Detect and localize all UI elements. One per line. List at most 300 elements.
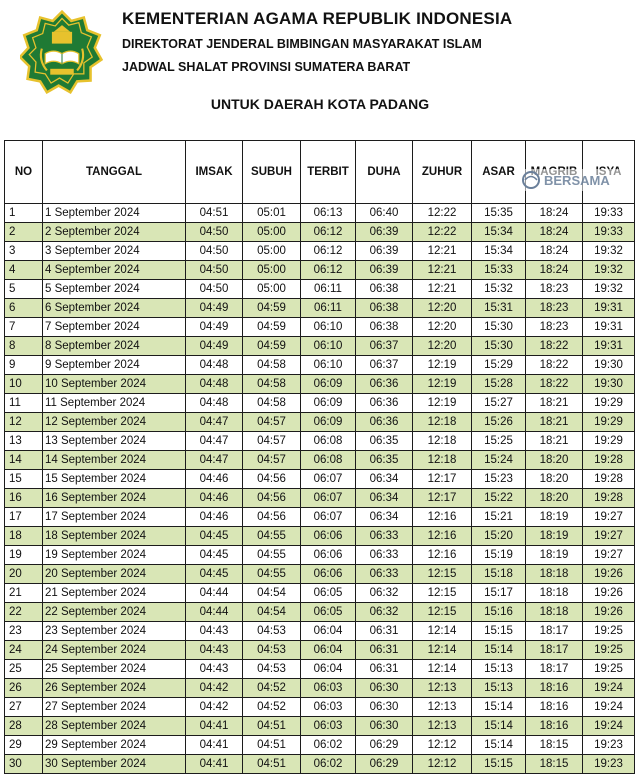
row-number: 14 xyxy=(5,451,43,470)
asar-cell: 15:14 xyxy=(472,717,526,736)
magrib-cell: 18:17 xyxy=(526,660,583,679)
magrib-cell: 18:23 xyxy=(526,280,583,299)
duha-cell: 06:32 xyxy=(356,603,413,622)
date-cell: 26 September 2024 xyxy=(43,679,186,698)
subuh-cell: 05:00 xyxy=(243,223,301,242)
column-header-zuhur: ZUHUR xyxy=(413,141,472,204)
subuh-cell: 04:55 xyxy=(243,565,301,584)
magrib-cell: 18:21 xyxy=(526,432,583,451)
asar-cell: 15:30 xyxy=(472,318,526,337)
zuhur-cell: 12:14 xyxy=(413,641,472,660)
terbit-cell: 06:13 xyxy=(301,204,356,223)
row-number: 7 xyxy=(5,318,43,337)
date-cell: 27 September 2024 xyxy=(43,698,186,717)
subuh-cell: 04:55 xyxy=(243,527,301,546)
terbit-cell: 06:04 xyxy=(301,622,356,641)
duha-cell: 06:39 xyxy=(356,223,413,242)
region-subtitle: UNTUK DAERAH KOTA PADANG xyxy=(210,96,430,112)
subuh-cell: 05:00 xyxy=(243,261,301,280)
row-number: 16 xyxy=(5,489,43,508)
subuh-cell: 05:00 xyxy=(243,280,301,299)
kemenag-logo xyxy=(20,10,104,94)
duha-cell: 06:30 xyxy=(356,698,413,717)
subuh-cell: 04:56 xyxy=(243,470,301,489)
zuhur-cell: 12:18 xyxy=(413,432,472,451)
magrib-cell: 18:16 xyxy=(526,717,583,736)
table-row xyxy=(5,527,635,546)
date-cell: 21 September 2024 xyxy=(43,584,186,603)
asar-cell: 15:18 xyxy=(472,565,526,584)
isya-cell: 19:29 xyxy=(583,394,635,413)
imsak-cell: 04:45 xyxy=(186,527,243,546)
zuhur-cell: 12:22 xyxy=(413,204,472,223)
magrib-cell: 18:18 xyxy=(526,565,583,584)
magrib-cell: 18:17 xyxy=(526,622,583,641)
row-number: 19 xyxy=(5,546,43,565)
date-cell: 22 September 2024 xyxy=(43,603,186,622)
table-row xyxy=(5,736,635,755)
imsak-cell: 04:49 xyxy=(186,337,243,356)
table-row xyxy=(5,755,635,774)
zuhur-cell: 12:17 xyxy=(413,489,472,508)
column-header-imsak: IMSAK xyxy=(186,141,243,204)
terbit-cell: 06:03 xyxy=(301,717,356,736)
row-number: 3 xyxy=(5,242,43,261)
table-row xyxy=(5,546,635,565)
isya-cell: 19:24 xyxy=(583,698,635,717)
asar-cell: 15:17 xyxy=(472,584,526,603)
zuhur-cell: 12:14 xyxy=(413,660,472,679)
zuhur-cell: 12:18 xyxy=(413,451,472,470)
isya-cell: 19:31 xyxy=(583,299,635,318)
terbit-cell: 06:06 xyxy=(301,527,356,546)
isya-cell: 19:31 xyxy=(583,318,635,337)
imsak-cell: 04:49 xyxy=(186,299,243,318)
asar-cell: 15:24 xyxy=(472,451,526,470)
duha-cell: 06:30 xyxy=(356,679,413,698)
terbit-cell: 06:06 xyxy=(301,565,356,584)
imsak-cell: 04:43 xyxy=(186,660,243,679)
table-row xyxy=(5,717,635,736)
date-cell: 18 September 2024 xyxy=(43,527,186,546)
row-number: 11 xyxy=(5,394,43,413)
subuh-cell: 04:59 xyxy=(243,337,301,356)
magrib-cell: 18:21 xyxy=(526,394,583,413)
terbit-cell: 06:11 xyxy=(301,299,356,318)
magrib-cell: 18:18 xyxy=(526,603,583,622)
duha-cell: 06:30 xyxy=(356,717,413,736)
terbit-cell: 06:07 xyxy=(301,489,356,508)
duha-cell: 06:39 xyxy=(356,261,413,280)
isya-cell: 19:29 xyxy=(583,432,635,451)
imsak-cell: 04:41 xyxy=(186,736,243,755)
magrib-cell: 18:20 xyxy=(526,451,583,470)
zuhur-cell: 12:18 xyxy=(413,413,472,432)
table-row xyxy=(5,280,635,299)
table-row xyxy=(5,242,635,261)
subuh-cell: 05:01 xyxy=(243,204,301,223)
imsak-cell: 04:41 xyxy=(186,755,243,774)
magrib-cell: 18:20 xyxy=(526,470,583,489)
asar-cell: 15:28 xyxy=(472,375,526,394)
date-cell: 24 September 2024 xyxy=(43,641,186,660)
imsak-cell: 04:50 xyxy=(186,223,243,242)
terbit-cell: 06:07 xyxy=(301,508,356,527)
row-number: 17 xyxy=(5,508,43,527)
subuh-cell: 04:52 xyxy=(243,679,301,698)
document-header xyxy=(0,0,640,140)
asar-cell: 15:13 xyxy=(472,660,526,679)
date-cell: 1 September 2024 xyxy=(43,204,186,223)
duha-cell: 06:36 xyxy=(356,413,413,432)
magrib-cell: 18:24 xyxy=(526,204,583,223)
asar-cell: 15:33 xyxy=(472,261,526,280)
asar-cell: 15:35 xyxy=(472,204,526,223)
row-number: 25 xyxy=(5,660,43,679)
zuhur-cell: 12:19 xyxy=(413,375,472,394)
isya-cell: 19:32 xyxy=(583,242,635,261)
asar-cell: 15:14 xyxy=(472,698,526,717)
row-number: 29 xyxy=(5,736,43,755)
terbit-cell: 06:07 xyxy=(301,470,356,489)
date-cell: 16 September 2024 xyxy=(43,489,186,508)
zuhur-cell: 12:20 xyxy=(413,299,472,318)
date-cell: 8 September 2024 xyxy=(43,337,186,356)
zuhur-cell: 12:19 xyxy=(413,356,472,375)
magrib-cell: 18:22 xyxy=(526,356,583,375)
zuhur-cell: 12:15 xyxy=(413,603,472,622)
imsak-cell: 04:41 xyxy=(186,717,243,736)
date-cell: 15 September 2024 xyxy=(43,470,186,489)
imsak-cell: 04:47 xyxy=(186,451,243,470)
prayer-times-table xyxy=(4,140,635,774)
terbit-cell: 06:03 xyxy=(301,698,356,717)
zuhur-cell: 12:12 xyxy=(413,755,472,774)
imsak-cell: 04:44 xyxy=(186,603,243,622)
isya-cell: 19:25 xyxy=(583,641,635,660)
imsak-cell: 04:43 xyxy=(186,641,243,660)
terbit-cell: 06:11 xyxy=(301,280,356,299)
subuh-cell: 04:58 xyxy=(243,394,301,413)
terbit-cell: 06:04 xyxy=(301,641,356,660)
table-row xyxy=(5,565,635,584)
isya-cell: 19:27 xyxy=(583,508,635,527)
column-header-subuh: SUBUH xyxy=(243,141,301,204)
terbit-cell: 06:03 xyxy=(301,679,356,698)
terbit-cell: 06:06 xyxy=(301,546,356,565)
isya-cell: 19:32 xyxy=(583,261,635,280)
magrib-cell: 18:19 xyxy=(526,527,583,546)
asar-cell: 15:34 xyxy=(472,242,526,261)
table-row xyxy=(5,489,635,508)
row-number: 6 xyxy=(5,299,43,318)
isya-cell: 19:25 xyxy=(583,660,635,679)
zuhur-cell: 12:17 xyxy=(413,470,472,489)
terbit-cell: 06:08 xyxy=(301,451,356,470)
column-header-asar: ASAR xyxy=(472,141,526,204)
isya-cell: 19:23 xyxy=(583,755,635,774)
row-number: 8 xyxy=(5,337,43,356)
isya-cell: 19:32 xyxy=(583,280,635,299)
asar-cell: 15:25 xyxy=(472,432,526,451)
zuhur-cell: 12:20 xyxy=(413,318,472,337)
subuh-cell: 04:53 xyxy=(243,660,301,679)
date-cell: 14 September 2024 xyxy=(43,451,186,470)
subuh-cell: 05:00 xyxy=(243,242,301,261)
row-number: 4 xyxy=(5,261,43,280)
imsak-cell: 04:50 xyxy=(186,261,243,280)
column-header-no: NO xyxy=(5,141,43,204)
table-row xyxy=(5,622,635,641)
asar-cell: 15:13 xyxy=(472,679,526,698)
asar-cell: 15:16 xyxy=(472,603,526,622)
table-row xyxy=(5,337,635,356)
isya-cell: 19:33 xyxy=(583,223,635,242)
date-cell: 17 September 2024 xyxy=(43,508,186,527)
duha-cell: 06:33 xyxy=(356,527,413,546)
table-row xyxy=(5,451,635,470)
date-cell: 4 September 2024 xyxy=(43,261,186,280)
imsak-cell: 04:46 xyxy=(186,508,243,527)
bersama-watermark xyxy=(520,169,632,191)
subuh-cell: 04:59 xyxy=(243,318,301,337)
subuh-cell: 04:54 xyxy=(243,584,301,603)
table-row xyxy=(5,375,635,394)
date-cell: 19 September 2024 xyxy=(43,546,186,565)
magrib-cell: 18:19 xyxy=(526,546,583,565)
zuhur-cell: 12:22 xyxy=(413,223,472,242)
subuh-cell: 04:57 xyxy=(243,432,301,451)
table-body xyxy=(5,204,635,774)
row-number: 22 xyxy=(5,603,43,622)
date-cell: 9 September 2024 xyxy=(43,356,186,375)
magrib-cell: 18:16 xyxy=(526,679,583,698)
date-cell: 7 September 2024 xyxy=(43,318,186,337)
magrib-cell: 18:15 xyxy=(526,755,583,774)
date-cell: 29 September 2024 xyxy=(43,736,186,755)
date-cell: 3 September 2024 xyxy=(43,242,186,261)
zuhur-cell: 12:13 xyxy=(413,698,472,717)
zuhur-cell: 12:16 xyxy=(413,508,472,527)
isya-cell: 19:23 xyxy=(583,736,635,755)
isya-cell: 19:28 xyxy=(583,470,635,489)
date-cell: 23 September 2024 xyxy=(43,622,186,641)
table-row xyxy=(5,223,635,242)
terbit-cell: 06:12 xyxy=(301,242,356,261)
row-number: 2 xyxy=(5,223,43,242)
row-number: 10 xyxy=(5,375,43,394)
imsak-cell: 04:46 xyxy=(186,470,243,489)
asar-cell: 15:34 xyxy=(472,223,526,242)
duha-cell: 06:33 xyxy=(356,565,413,584)
duha-cell: 06:33 xyxy=(356,546,413,565)
isya-cell: 19:27 xyxy=(583,527,635,546)
asar-cell: 15:23 xyxy=(472,470,526,489)
asar-cell: 15:15 xyxy=(472,622,526,641)
terbit-cell: 06:08 xyxy=(301,432,356,451)
terbit-cell: 06:04 xyxy=(301,660,356,679)
imsak-cell: 04:43 xyxy=(186,622,243,641)
duha-cell: 06:38 xyxy=(356,299,413,318)
zuhur-cell: 12:21 xyxy=(413,261,472,280)
date-cell: 11 September 2024 xyxy=(43,394,186,413)
table-row xyxy=(5,470,635,489)
date-cell: 10 September 2024 xyxy=(43,375,186,394)
magrib-cell: 18:24 xyxy=(526,242,583,261)
asar-cell: 15:21 xyxy=(472,508,526,527)
subuh-cell: 04:59 xyxy=(243,299,301,318)
date-cell: 20 September 2024 xyxy=(43,565,186,584)
imsak-cell: 04:42 xyxy=(186,698,243,717)
table-row xyxy=(5,356,635,375)
table-row xyxy=(5,679,635,698)
zuhur-cell: 12:19 xyxy=(413,394,472,413)
watermark-text: BERSAMA xyxy=(544,173,610,188)
subuh-cell: 04:51 xyxy=(243,755,301,774)
imsak-cell: 04:47 xyxy=(186,413,243,432)
directorate-title: DIREKTORAT JENDERAL BIMBINGAN MASYARAKAT ISLAM xyxy=(122,37,482,51)
zuhur-cell: 12:16 xyxy=(413,527,472,546)
isya-cell: 19:24 xyxy=(583,717,635,736)
imsak-cell: 04:50 xyxy=(186,280,243,299)
date-cell: 2 September 2024 xyxy=(43,223,186,242)
table-row xyxy=(5,603,635,622)
row-number: 15 xyxy=(5,470,43,489)
magrib-cell: 18:24 xyxy=(526,261,583,280)
duha-cell: 06:31 xyxy=(356,641,413,660)
terbit-cell: 06:12 xyxy=(301,261,356,280)
terbit-cell: 06:05 xyxy=(301,584,356,603)
zuhur-cell: 12:21 xyxy=(413,242,472,261)
isya-cell: 19:26 xyxy=(583,584,635,603)
magrib-cell: 18:18 xyxy=(526,584,583,603)
subuh-cell: 04:58 xyxy=(243,356,301,375)
table-row xyxy=(5,432,635,451)
magrib-cell: 18:20 xyxy=(526,489,583,508)
row-number: 13 xyxy=(5,432,43,451)
date-cell: 30 September 2024 xyxy=(43,755,186,774)
magrib-cell: 18:23 xyxy=(526,318,583,337)
magrib-cell: 18:16 xyxy=(526,698,583,717)
row-number: 23 xyxy=(5,622,43,641)
subuh-cell: 04:52 xyxy=(243,698,301,717)
magrib-cell: 18:17 xyxy=(526,641,583,660)
subuh-cell: 04:54 xyxy=(243,603,301,622)
date-cell: 6 September 2024 xyxy=(43,299,186,318)
subuh-cell: 04:57 xyxy=(243,413,301,432)
isya-cell: 19:33 xyxy=(583,204,635,223)
asar-cell: 15:32 xyxy=(472,280,526,299)
row-number: 18 xyxy=(5,527,43,546)
row-number: 28 xyxy=(5,717,43,736)
table-row xyxy=(5,698,635,717)
zuhur-cell: 12:16 xyxy=(413,546,472,565)
terbit-cell: 06:10 xyxy=(301,337,356,356)
row-number: 21 xyxy=(5,584,43,603)
row-number: 26 xyxy=(5,679,43,698)
imsak-cell: 04:45 xyxy=(186,565,243,584)
duha-cell: 06:31 xyxy=(356,660,413,679)
zuhur-cell: 12:14 xyxy=(413,622,472,641)
table-row xyxy=(5,318,635,337)
zuhur-cell: 12:13 xyxy=(413,679,472,698)
isya-cell: 19:31 xyxy=(583,337,635,356)
date-cell: 13 September 2024 xyxy=(43,432,186,451)
table-row xyxy=(5,204,635,223)
asar-cell: 15:27 xyxy=(472,394,526,413)
row-number: 5 xyxy=(5,280,43,299)
duha-cell: 06:39 xyxy=(356,242,413,261)
terbit-cell: 06:12 xyxy=(301,223,356,242)
isya-cell: 19:28 xyxy=(583,451,635,470)
zuhur-cell: 12:15 xyxy=(413,565,472,584)
duha-cell: 06:38 xyxy=(356,280,413,299)
magrib-cell: 18:19 xyxy=(526,508,583,527)
terbit-cell: 06:10 xyxy=(301,356,356,375)
imsak-cell: 04:48 xyxy=(186,356,243,375)
subuh-cell: 04:51 xyxy=(243,717,301,736)
magrib-cell: 18:22 xyxy=(526,375,583,394)
imsak-cell: 04:48 xyxy=(186,375,243,394)
asar-cell: 15:14 xyxy=(472,641,526,660)
ministry-title: KEMENTERIAN AGAMA REPUBLIK INDONESIA xyxy=(122,9,513,28)
duha-cell: 06:32 xyxy=(356,584,413,603)
subuh-cell: 04:56 xyxy=(243,508,301,527)
magrib-cell: 18:23 xyxy=(526,299,583,318)
terbit-cell: 06:09 xyxy=(301,413,356,432)
terbit-cell: 06:10 xyxy=(301,318,356,337)
asar-cell: 15:15 xyxy=(472,755,526,774)
row-number: 20 xyxy=(5,565,43,584)
isya-cell: 19:26 xyxy=(583,603,635,622)
terbit-cell: 06:09 xyxy=(301,394,356,413)
magrib-cell: 18:15 xyxy=(526,736,583,755)
magrib-cell: 18:21 xyxy=(526,413,583,432)
asar-cell: 15:29 xyxy=(472,356,526,375)
isya-cell: 19:28 xyxy=(583,489,635,508)
subuh-cell: 04:55 xyxy=(243,546,301,565)
subuh-cell: 04:58 xyxy=(243,375,301,394)
isya-cell: 19:25 xyxy=(583,622,635,641)
asar-cell: 15:22 xyxy=(472,489,526,508)
duha-cell: 06:34 xyxy=(356,489,413,508)
duha-cell: 06:31 xyxy=(356,622,413,641)
imsak-cell: 04:48 xyxy=(186,394,243,413)
duha-cell: 06:34 xyxy=(356,508,413,527)
imsak-cell: 04:42 xyxy=(186,679,243,698)
column-header-terbit: TERBIT xyxy=(301,141,356,204)
duha-cell: 06:38 xyxy=(356,318,413,337)
schedule-title: JADWAL SHALAT PROVINSI SUMATERA BARAT xyxy=(122,60,411,74)
terbit-cell: 06:05 xyxy=(301,603,356,622)
zuhur-cell: 12:13 xyxy=(413,717,472,736)
isya-cell: 19:30 xyxy=(583,375,635,394)
isya-cell: 19:29 xyxy=(583,413,635,432)
subuh-cell: 04:51 xyxy=(243,736,301,755)
duha-cell: 06:34 xyxy=(356,470,413,489)
asar-cell: 15:30 xyxy=(472,337,526,356)
isya-cell: 19:27 xyxy=(583,546,635,565)
imsak-cell: 04:47 xyxy=(186,432,243,451)
magrib-cell: 18:22 xyxy=(526,337,583,356)
row-number: 12 xyxy=(5,413,43,432)
imsak-cell: 04:50 xyxy=(186,242,243,261)
isya-cell: 19:30 xyxy=(583,356,635,375)
subuh-cell: 04:53 xyxy=(243,641,301,660)
asar-cell: 15:19 xyxy=(472,546,526,565)
table-row xyxy=(5,394,635,413)
table-row xyxy=(5,413,635,432)
